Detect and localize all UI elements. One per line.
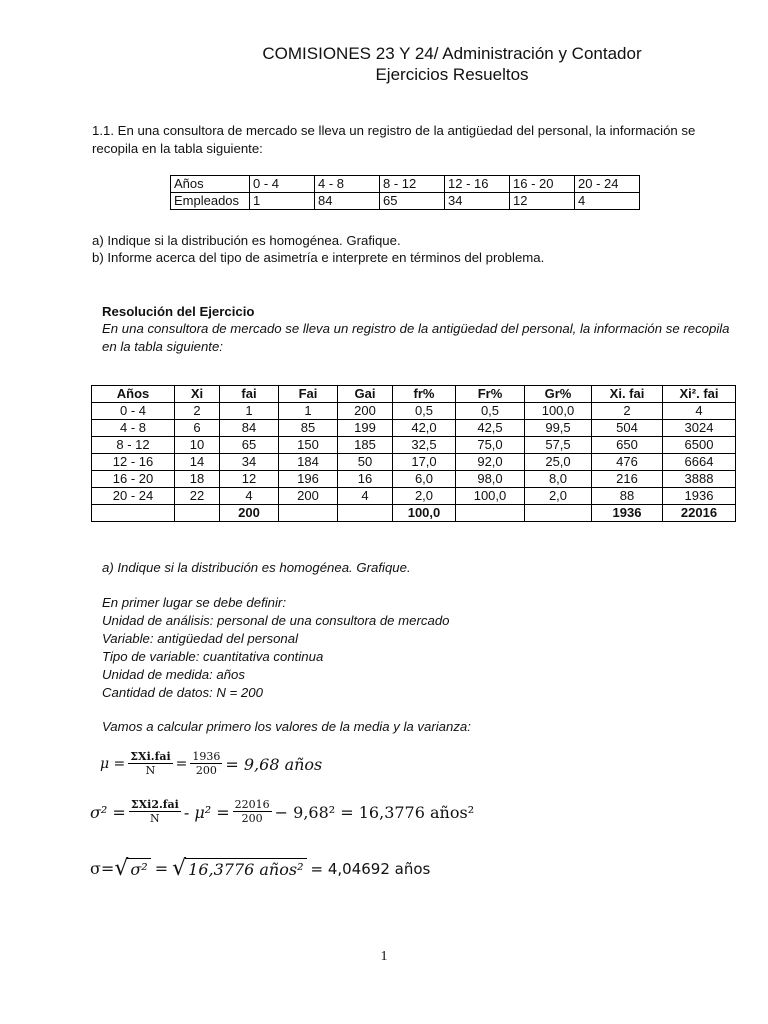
mean-sum-value: 1936	[192, 750, 221, 763]
table-cell: 99,5	[525, 420, 592, 437]
table-cell: 3024	[663, 420, 736, 437]
variance-numerator: ΣXi2.fai	[130, 798, 179, 811]
table-cell: 185	[338, 437, 393, 454]
table-cell: 4	[338, 488, 393, 505]
sqrt-radicand-1: σ²	[127, 858, 150, 879]
table-cell: 22	[175, 488, 220, 505]
column-header: Xi. fai	[592, 386, 663, 403]
mean-lhs: μ =	[100, 756, 126, 772]
table-row	[92, 454, 736, 471]
table-cell: 85	[279, 420, 338, 437]
table-cell: 34	[445, 193, 510, 210]
table-cell: 88	[592, 488, 663, 505]
table-cell: 0,5	[456, 403, 525, 420]
table-cell: 92,0	[456, 454, 525, 471]
mean-result: = 9,68 años	[225, 754, 323, 774]
table-cell: 476	[592, 454, 663, 471]
table-cell: Años	[171, 176, 250, 193]
total-cell: 22016	[663, 505, 736, 522]
table-row	[92, 437, 736, 454]
mean-n-value: 200	[195, 764, 217, 777]
table-cell: 8,0	[525, 471, 592, 488]
table-cell: 4	[220, 488, 279, 505]
table-cell: 14	[175, 454, 220, 471]
column-header: Xi	[175, 386, 220, 403]
definition-line: Cantidad de datos: N = 200	[102, 685, 263, 700]
variance-denominator: N	[150, 812, 160, 825]
column-header: Gr%	[525, 386, 592, 403]
table-cell: 8 - 12	[380, 176, 445, 193]
table-cell: 1936	[663, 488, 736, 505]
variance-mid: - μ² =	[183, 802, 230, 822]
sqrt-sigma-squared	[114, 856, 150, 881]
table-cell: 184	[279, 454, 338, 471]
table-cell: 17,0	[393, 454, 456, 471]
table-cell: 0 - 4	[92, 403, 175, 420]
variance-formula	[90, 798, 474, 826]
variance-result: − 9,68² = 16,3776 años²	[274, 802, 475, 822]
definition-line: Unidad de análisis: personal de una consultora de mercado	[102, 613, 450, 628]
total-cell	[338, 505, 393, 522]
column-header: Gai	[338, 386, 393, 403]
table-cell: 196	[279, 471, 338, 488]
table-cell: 65	[220, 437, 279, 454]
table-cell: 650	[592, 437, 663, 454]
total-cell	[456, 505, 525, 522]
table-cell: 8 - 12	[92, 437, 175, 454]
table-cell: 200	[338, 403, 393, 420]
column-header: fai	[220, 386, 279, 403]
definitions-block	[102, 594, 742, 702]
table-cell: 1	[250, 193, 315, 210]
total-cell: 100,0	[393, 505, 456, 522]
table-row	[92, 471, 736, 488]
sqrt-icon: √	[114, 856, 129, 881]
table-header-row	[92, 386, 736, 403]
table-cell: 100,0	[525, 403, 592, 420]
table-cell: 65	[380, 193, 445, 210]
table-cell: 0 - 4	[250, 176, 315, 193]
table-cell: 25,0	[525, 454, 592, 471]
problem-statement: 1.1. En una consultora de mercado se lleva un registro de la antigüedad del personal, la información se recopila en la tabla siguiente:	[92, 123, 696, 156]
table-cell: 16 - 20	[92, 471, 175, 488]
definition-line: En primer lugar se debe definir:	[102, 595, 286, 610]
table-cell: 20 - 24	[575, 176, 640, 193]
table-cell: 10	[175, 437, 220, 454]
table-row	[171, 176, 640, 193]
sqrt-icon: √	[172, 856, 187, 881]
table-cell: 6500	[663, 437, 736, 454]
table-cell: 4 - 8	[92, 420, 175, 437]
table-cell: 3888	[663, 471, 736, 488]
table-cell: 84	[220, 420, 279, 437]
totals-row	[92, 505, 736, 522]
table-row	[92, 403, 736, 420]
column-header: Años	[92, 386, 175, 403]
table-cell: 150	[279, 437, 338, 454]
total-cell	[279, 505, 338, 522]
resolution-question-a: a) Indique si la distribución es homogénea. Grafique.	[102, 560, 411, 575]
table-cell: 75,0	[456, 437, 525, 454]
employees-table	[170, 175, 640, 210]
column-header: Fai	[279, 386, 338, 403]
mean-formula	[100, 750, 322, 778]
total-cell: 200	[220, 505, 279, 522]
table-cell: 12	[220, 471, 279, 488]
calculation-intro: Vamos a calcular primero los valores de la media y la varianza:	[102, 719, 471, 734]
mean-fraction-1	[128, 750, 172, 778]
document-header	[0, 43, 768, 85]
table-cell: 98,0	[456, 471, 525, 488]
table-row	[92, 420, 736, 437]
table-cell: 200	[279, 488, 338, 505]
table-cell: 12	[510, 193, 575, 210]
table-cell: 199	[338, 420, 393, 437]
resolution-intro: En una consultora de mercado se lleva un registro de la antigüedad del personal, la información se recopila en la tabla siguiente:	[102, 321, 730, 354]
frequency-table	[91, 385, 736, 522]
table-cell: 12 - 16	[92, 454, 175, 471]
table-cell: 2,0	[393, 488, 456, 505]
mean-fraction-2	[190, 750, 222, 778]
table-cell: 4 - 8	[315, 176, 380, 193]
table-cell: 32,5	[393, 437, 456, 454]
table-cell: 6664	[663, 454, 736, 471]
page-number: 1	[380, 949, 388, 964]
definition-line: Tipo de variable: cuantitativa continua	[102, 649, 324, 664]
document-subtitle: Ejercicios Resueltos	[375, 65, 529, 84]
course-title: COMISIONES 23 Y 24/ Administración y Contador	[262, 44, 642, 63]
mean-denominator: N	[145, 764, 156, 777]
table-cell: 504	[592, 420, 663, 437]
table-cell: 57,5	[525, 437, 592, 454]
table-cell: 42,0	[393, 420, 456, 437]
mean-numerator: ΣXi.fai	[130, 750, 171, 763]
table-cell: 2,0	[525, 488, 592, 505]
std-equals: =	[154, 859, 169, 878]
total-cell	[92, 505, 175, 522]
question-b: b) Informe acerca del tipo de asimetría e interprete en términos del problema.	[92, 250, 545, 265]
table-cell: 12 - 16	[445, 176, 510, 193]
variance-lhs: σ² =	[90, 802, 126, 822]
table-cell: 16	[338, 471, 393, 488]
table-cell: 4	[663, 403, 736, 420]
std-formula	[90, 856, 430, 881]
question-a: a) Indique si la distribución es homogénea. Grafique.	[92, 233, 401, 248]
table-cell: 20 - 24	[92, 488, 175, 505]
table-cell: 0,5	[393, 403, 456, 420]
table-cell: 1	[220, 403, 279, 420]
std-lhs: σ=	[90, 859, 115, 878]
table-cell: 2	[175, 403, 220, 420]
table-cell: Empleados	[171, 193, 250, 210]
variance-fraction-1	[129, 798, 181, 826]
mean-equals: =	[175, 756, 188, 772]
total-cell	[175, 505, 220, 522]
sqrt-variance-value	[172, 856, 306, 881]
table-row	[92, 488, 736, 505]
column-header: Xi². fai	[663, 386, 736, 403]
table-cell: 34	[220, 454, 279, 471]
table-cell: 216	[592, 471, 663, 488]
table-cell: 6	[175, 420, 220, 437]
table-cell: 50	[338, 454, 393, 471]
variance-n-value: 200	[241, 812, 263, 825]
table-row	[171, 193, 640, 210]
table-cell: 6,0	[393, 471, 456, 488]
variance-fraction-2	[233, 798, 272, 826]
sqrt-radicand-2: 16,3776 años²	[185, 858, 306, 879]
total-cell: 1936	[592, 505, 663, 522]
column-header: fr%	[393, 386, 456, 403]
table-cell: 1	[279, 403, 338, 420]
table-cell: 4	[575, 193, 640, 210]
std-result: = 4,04692 años	[310, 859, 431, 878]
table-cell: 100,0	[456, 488, 525, 505]
total-cell	[525, 505, 592, 522]
table-cell: 42,5	[456, 420, 525, 437]
table-cell: 2	[592, 403, 663, 420]
definition-line: Variable: antigüedad del personal	[102, 631, 299, 646]
table-cell: 18	[175, 471, 220, 488]
resolution-title: Resolución del Ejercicio	[102, 304, 255, 319]
definition-line: Unidad de medida: años	[102, 667, 245, 682]
variance-sum-value: 22016	[234, 798, 270, 811]
column-header: Fr%	[456, 386, 525, 403]
table-cell: 84	[315, 193, 380, 210]
table-cell: 16 - 20	[510, 176, 575, 193]
